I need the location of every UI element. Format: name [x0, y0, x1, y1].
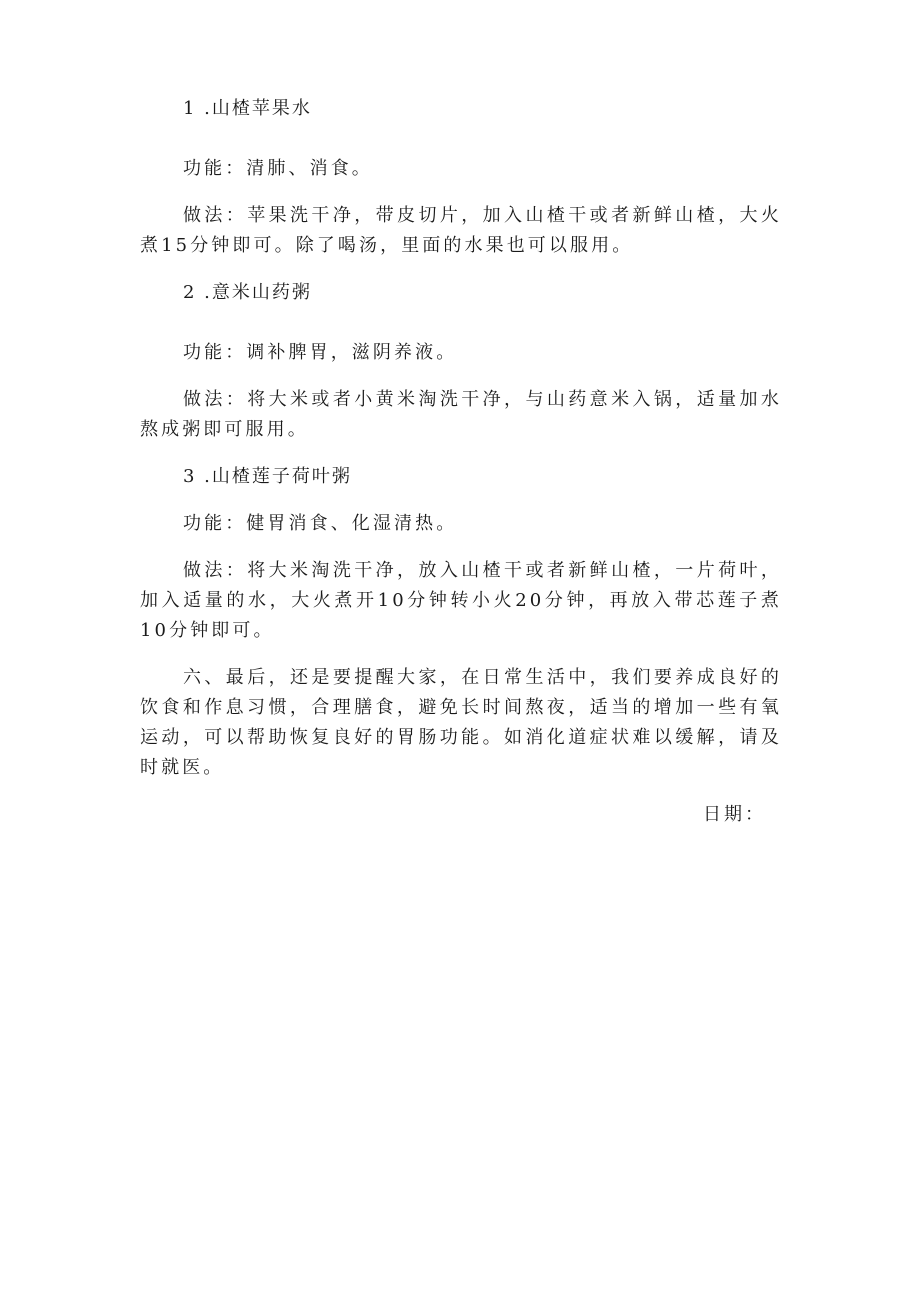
recipe-function-1: 功能：清肺、消食。	[183, 158, 373, 179]
recipe-method-3: 做法：将大米淘洗干净，放入山楂干或者新鲜山楂，一片荷叶，加入适量的水，大火煮开10分钟转小火20分钟，再放入带芯莲子煮10分钟即可。	[140, 560, 782, 641]
recipe-function-3: 功能：健胃消食、化湿清热。	[183, 513, 458, 534]
recipe-method-2: 做法：将大米或者小黄米淘洗干净，与山药意米入锅，适量加水熬成粥即可服用。	[140, 389, 782, 440]
date-label: 日期：	[703, 804, 766, 825]
recipe-heading-2: 2 .意米山药粥	[183, 282, 312, 303]
conclusion-paragraph: 六、最后，还是要提醒大家，在日常生活中，我们要养成良好的饮食和作息习惯，合理膳食，避免长时间熬夜，适当的增加一些有氧运动，可以帮助恢复良好的胃肠功能。如消化道症状难以缓解，请及时就医。	[140, 667, 782, 778]
recipe-method-1: 做法：苹果洗干净，带皮切片，加入山楂干或者新鲜山楂，大火煮15分钟即可。除了喝汤，里面的水果也可以服用。	[140, 205, 782, 256]
recipe-heading-1: 1 .山楂苹果水	[183, 98, 312, 119]
recipe-function-2: 功能：调补脾胃，滋阴养液。	[183, 342, 458, 363]
document-body	[140, 94, 782, 830]
recipe-heading-3: 3 .山楂莲子荷叶粥	[183, 466, 352, 487]
